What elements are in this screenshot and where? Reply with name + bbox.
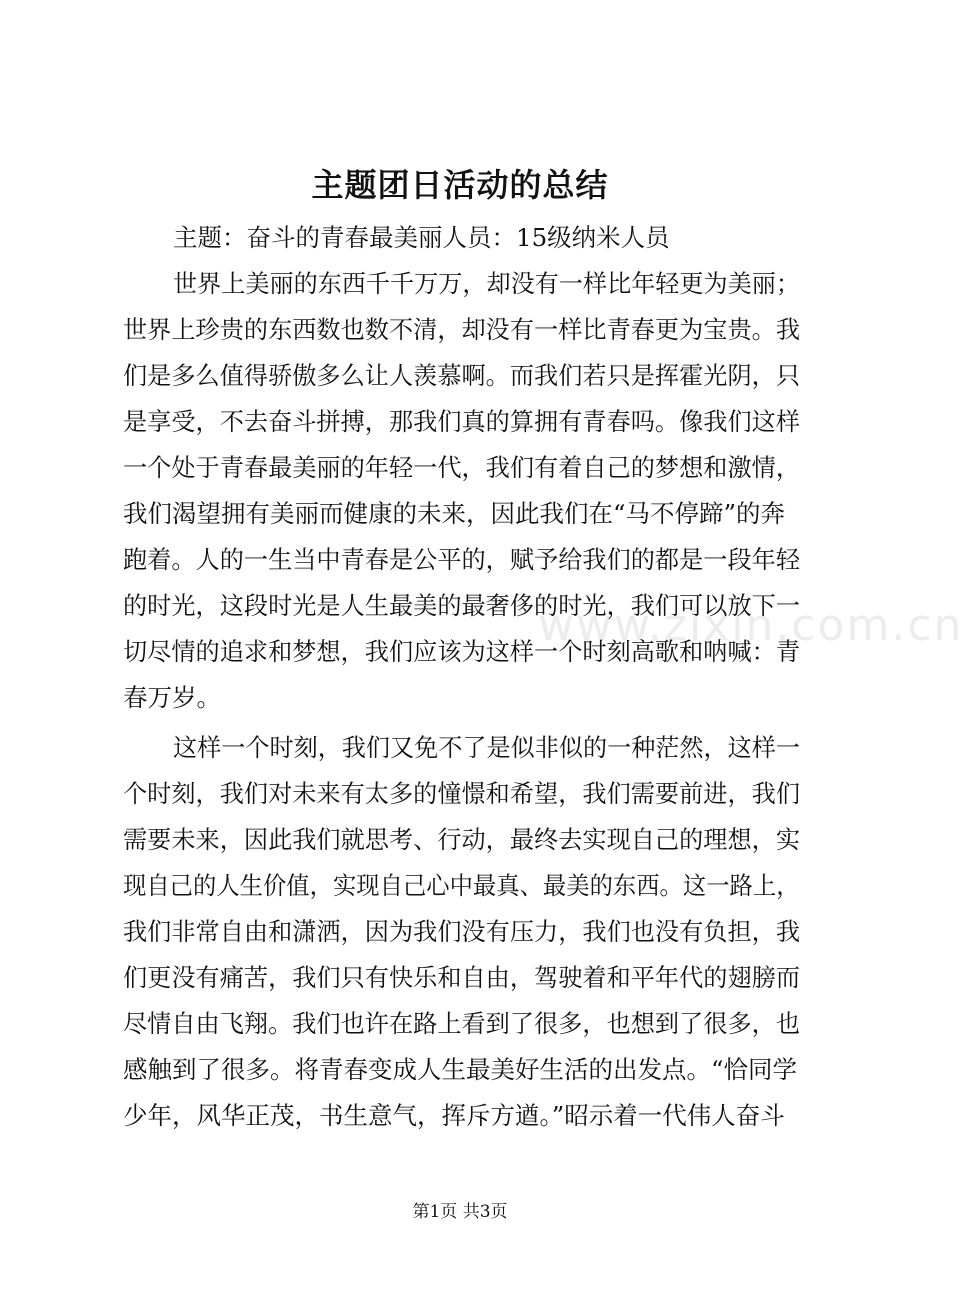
body-line: 们是多么值得骄傲多么让人羡慕啊。而我们若只是挥霍光阴，只 bbox=[123, 361, 801, 390]
body-line: 少年，风华正茂，书生意气，挥斥方遒。”昭示着一代伟人奋斗 bbox=[123, 1101, 785, 1130]
body-line: 这样一个时刻，我们又免不了是似非似的一种茫然，这样一 bbox=[173, 733, 800, 762]
body-line: 尽情自由飞翔。我们也许在路上看到了很多，也想到了很多，也 bbox=[123, 1009, 801, 1038]
body-line: 跑着。人的一生当中青春是公平的，赋予给我们的都是一段年轻 bbox=[123, 545, 801, 574]
document-title: 主题团日活动的总结 bbox=[311, 166, 609, 204]
body-line: 感触到了很多。将青春变成人生最美好生活的出发点。“恰同学 bbox=[123, 1055, 798, 1084]
watermark: www.zixin.com.cn bbox=[538, 600, 963, 651]
body-line: 我们非常自由和潇洒，因为我们没有压力，我们也没有负担，我 bbox=[123, 917, 801, 946]
page-footer: 第1页 共3页 bbox=[412, 1202, 508, 1222]
body-line: 们更没有痛苦，我们只有快乐和自由，驾驶着和平年代的翅膀而 bbox=[123, 963, 801, 992]
body-line: 现自己的人生价值，实现自己心中最真、最美的东西。这一路上， bbox=[123, 871, 800, 900]
body-line: 春万岁。 bbox=[123, 683, 221, 712]
body-line: 切尽情的追求和梦想，我们应该为这样一个时刻高歌和呐喊：青 bbox=[123, 637, 801, 666]
body-line: 世界上珍贵的东西数也数不清，却没有一样比青春更为宝贵。我 bbox=[123, 315, 801, 344]
subtitle-line: 主题：奋斗的青春最美丽人员：15级纳米人员 bbox=[173, 223, 670, 252]
body-line: 需要未来，因此我们就思考、行动，最终去实现自己的理想，实 bbox=[123, 825, 801, 854]
body-line: 个时刻，我们对未来有太多的憧憬和希望，我们需要前进，我们 bbox=[123, 779, 801, 808]
body-line: 世界上美丽的东西千千万万，却没有一样比年轻更为美丽； bbox=[173, 269, 800, 298]
body-line: 的时光，这段时光是人生最美的最奢侈的时光，我们可以放下一 bbox=[123, 591, 801, 620]
body-line: 一个处于青春最美丽的年轻一代，我们有着自己的梦想和激情， bbox=[123, 453, 801, 482]
body-line: 我们渴望拥有美丽而健康的未来，因此我们在“马不停蹄”的奔 bbox=[123, 499, 786, 528]
body-line: 是享受，不去奋斗拼搏，那我们真的算拥有青春吗。像我们这样 bbox=[123, 407, 801, 436]
